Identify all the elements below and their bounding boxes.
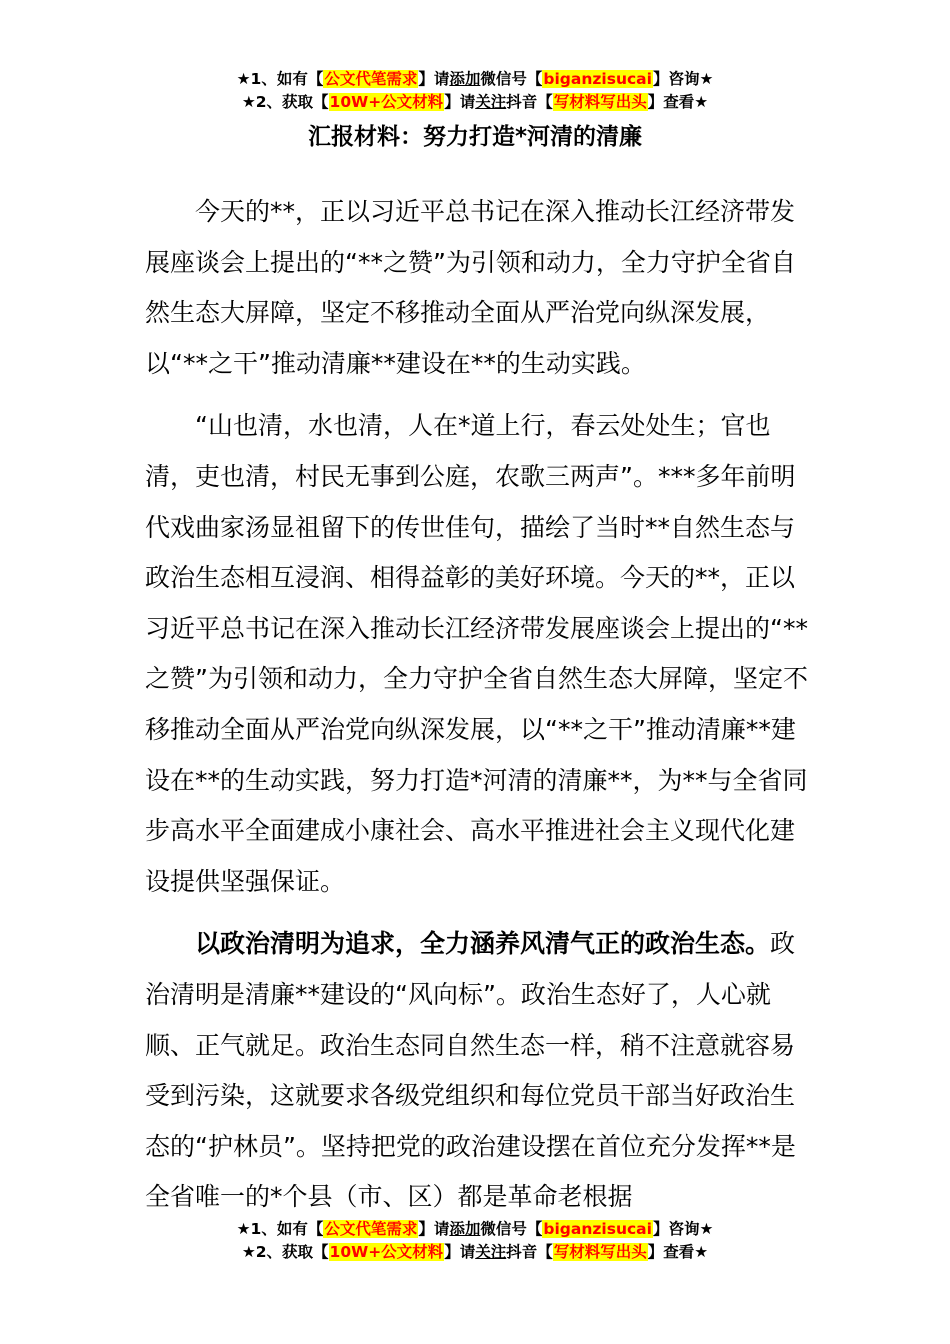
underlined-text: 添加 xyxy=(449,70,481,88)
underlined-text: 添加 xyxy=(449,1220,481,1238)
banner-text: ★2、获取【 xyxy=(241,93,329,111)
paragraph-3-heading: 以政治清明为追求，全力涵养风清气正的政治生态。 xyxy=(195,929,771,959)
banner-text: ★1、如有【 xyxy=(236,1220,324,1238)
paragraph-3-text: 政治清明是清廉**建设的“风向标”。政治生态好了，人心就顺、正气就足。政治生态同自然生态一样，稍不注意就容易受到污染，这就要求各级党组织和每位党员干部当好政治生态的“护林员”。坚持把党的政治建设摆在首位充分发挥**是全省唯一的*个县（市、区）都是革命老根据 xyxy=(145,929,796,1212)
document-title: 汇报材料：努力打造*河清的清廉 xyxy=(307,124,643,150)
banner-text: 】查看★ xyxy=(647,93,709,111)
footer-banner xyxy=(0,1218,950,1264)
highlight-douyin-account: 写材料写出头 xyxy=(553,93,647,111)
banner-text: 】请 xyxy=(418,70,450,88)
banner-text: 】查看★ xyxy=(647,1243,709,1261)
banner-text: 】请 xyxy=(418,1220,450,1238)
banner-text: 微信号【 xyxy=(480,70,543,88)
banner-line-1 xyxy=(0,68,950,91)
banner-text: 】咨询★ xyxy=(652,1220,714,1238)
highlight-wechat-id: biganzisucai xyxy=(543,1220,652,1238)
banner-text: 微信号【 xyxy=(480,1220,543,1238)
banner-text: ★1、如有【 xyxy=(236,70,324,88)
banner-text: 抖音【 xyxy=(506,1243,553,1261)
paragraph-3 xyxy=(145,919,810,1223)
banner-line-2 xyxy=(0,91,950,114)
highlight-service: 公文代笔需求 xyxy=(324,1220,418,1238)
banner-text: 】请 xyxy=(444,93,476,111)
underlined-text: 关注 xyxy=(475,1243,507,1261)
paragraph-1: 今天的**，正以习近平总书记在深入推动长江经济带发展座谈会上提出的“**之赞”为引领和动力，全力守护全省自然生态大屏障，坚定不移推动全面从严治党向纵深发展，以“**之干”推动清廉**建设在**的生动实践。 xyxy=(145,197,796,378)
highlight-materials: 10W+公文材料 xyxy=(329,93,444,111)
banner-text: 抖音【 xyxy=(506,93,553,111)
banner-text: 】请 xyxy=(444,1243,476,1261)
banner-line-1 xyxy=(0,1218,950,1241)
highlight-materials: 10W+公文材料 xyxy=(329,1243,444,1261)
underlined-text: 关注 xyxy=(475,93,507,111)
highlight-wechat-id: biganzisucai xyxy=(543,70,652,88)
banner-text: 】咨询★ xyxy=(652,70,714,88)
document-body xyxy=(145,187,810,1223)
banner-text: ★2、获取【 xyxy=(241,1243,329,1261)
highlight-service: 公文代笔需求 xyxy=(324,70,418,88)
highlight-douyin-account: 写材料写出头 xyxy=(553,1243,647,1261)
banner-line-2 xyxy=(0,1241,950,1264)
paragraph-2: “山也清，水也清，人在*道上行，春云处处生；官也清，吏也清，村民无事到公庭，农歌三两声”。***多年前明代戏曲家汤显祖留下的传世佳句，描绘了当时**自然生态与政治生态相互浸润、相得益彰的美好环境。今天的**，正以习近平总书记在深入推动长江经济带发展座谈会上提出的“**之赞”为引领和动力，全力守护全省自然生态大屏障，坚定不移推动全面从严治党向纵深发展，以“**之干”推动清廉**建设在**的生动实践，努力打造*河清的清廉**，为**与全省同步高水平全面建成小康社会、高水平推进社会主义现代化建设提供坚强保证。 xyxy=(145,411,808,896)
header-banner xyxy=(0,68,950,114)
